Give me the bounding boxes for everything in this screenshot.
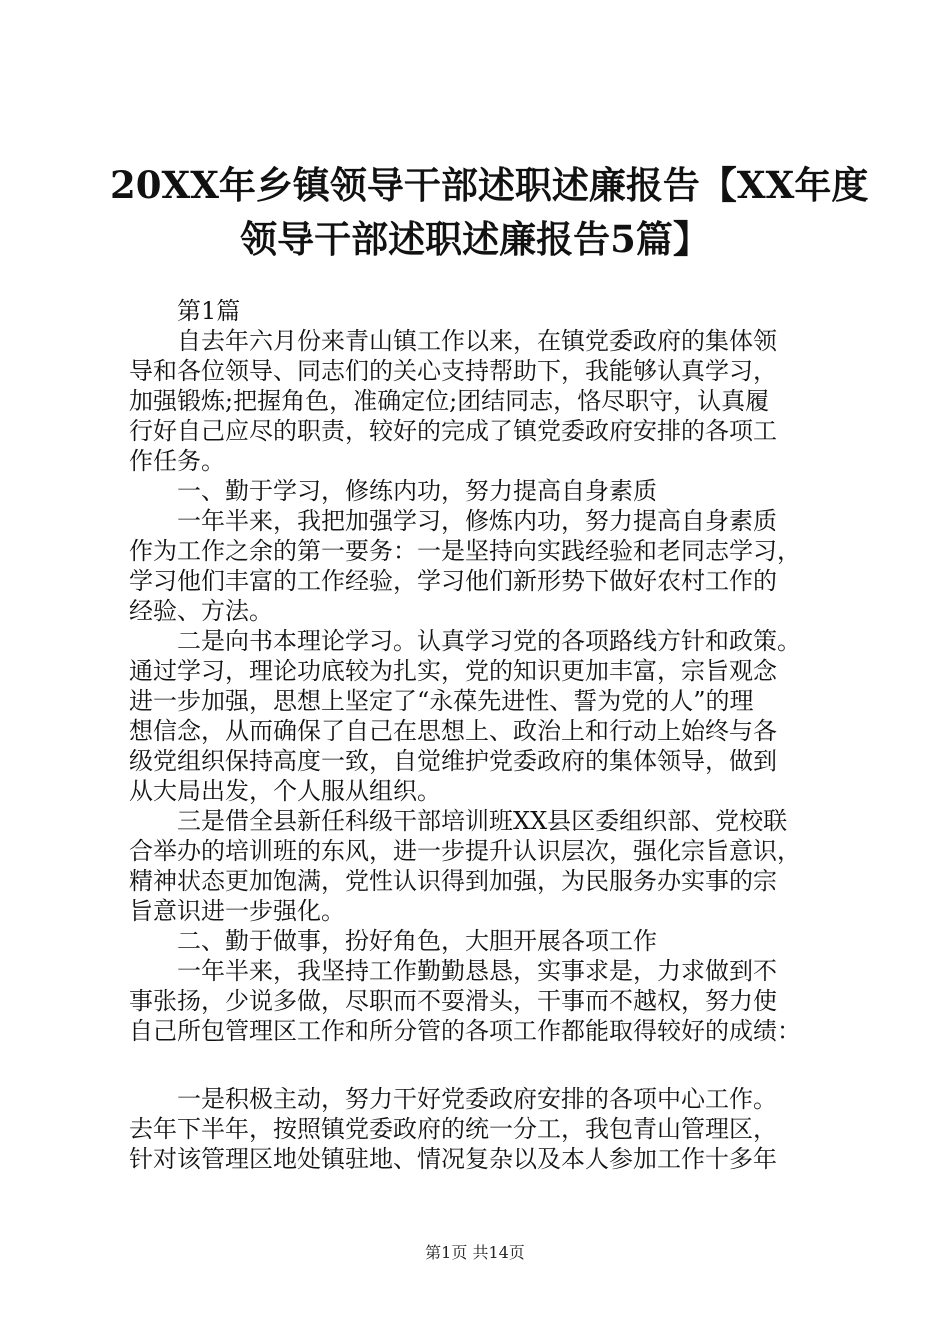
paragraph-line: 导和各位领导、同志们的关心支持帮助下，我能够认真学习， bbox=[129, 357, 777, 385]
paragraph-line: 旨意识进一步强化。 bbox=[129, 897, 345, 925]
paragraph-line: 二是向书本理论学习。认真学习党的各项路线方针和政策。 bbox=[129, 627, 801, 655]
paragraph-line: 合举办的培训班的东风，进一步提升认识层次，强化宗旨意识， bbox=[129, 837, 801, 865]
page-footer: 第1页 共14页 bbox=[425, 1243, 525, 1262]
paragraph-line: 想信念，从而确保了自己在思想上、政治上和行动上始终与各 bbox=[129, 717, 777, 745]
paragraph-line: 一年半来，我坚持工作勤勤恳恳，实事求是，力求做到不 bbox=[129, 957, 777, 985]
paragraph-line: 自去年六月份来青山镇工作以来，在镇党委政府的集体领 bbox=[129, 327, 777, 355]
paragraph-line: 事张扬，少说多做，尽职而不耍滑头，干事而不越权，努力使 bbox=[129, 987, 777, 1015]
paragraph-line: 作任务。 bbox=[129, 447, 225, 475]
paragraph-line: 一是积极主动，努力干好党委政府安排的各项中心工作。 bbox=[129, 1085, 777, 1113]
paragraph-line: 自己所包管理区工作和所分管的各项工作都能取得较好的成绩： bbox=[129, 1017, 801, 1045]
paragraph-line: 进一步加强，思想上坚定了“永葆先进性、誓为党的人”的理 bbox=[129, 687, 754, 715]
paragraph-line: 精神状态更加饱满，党性认识得到加强，为民服务办实事的宗 bbox=[129, 867, 777, 895]
title-line-1: 20XX年乡镇领导干部述职述廉报告【XX年度 bbox=[110, 163, 869, 207]
paragraph-line: 一、勤于学习，修练内功，努力提高自身素质 bbox=[129, 477, 657, 505]
paragraph-line: 从大局出发，个人服从组织。 bbox=[129, 777, 441, 805]
paragraph-line bbox=[129, 1046, 839, 1084]
paragraph-line: 加强锻炼;把握角色，准确定位;团结同志，恪尽职守，认真履 bbox=[129, 387, 770, 415]
paragraph-line: 一年半来，我把加强学习，修炼内功，努力提高自身素质 bbox=[129, 507, 777, 535]
paragraph-line: 级党组织保持高度一致，自觉维护党委政府的集体领导，做到 bbox=[129, 747, 777, 775]
paragraph-line: 学习他们丰富的工作经验，学习他们新形势下做好农村工作的 bbox=[129, 567, 777, 595]
paragraph-line: 行好自己应尽的职责，较好的完成了镇党委政府安排的各项工 bbox=[129, 417, 777, 445]
paragraph-line: 第1篇 bbox=[129, 297, 241, 325]
paragraph-line: 二、勤于做事，扮好角色，大胆开展各项工作 bbox=[129, 927, 657, 955]
paragraph-line: 作为工作之余的第一要务：一是坚持向实践经验和老同志学习， bbox=[129, 537, 801, 565]
document-body bbox=[129, 296, 839, 1174]
paragraph-line: 三是借全县新任科级干部培训班XX县区委组织部、党校联 bbox=[129, 807, 788, 835]
document-title bbox=[110, 158, 869, 266]
paragraph-line: 通过学习，理论功底较为扎实，党的知识更加丰富，宗旨观念 bbox=[129, 657, 777, 685]
title-line-2: 领导干部述职述廉报告5篇】 bbox=[240, 217, 710, 261]
paragraph-line: 针对该管理区地处镇驻地、情况复杂以及本人参加工作十多年 bbox=[129, 1145, 777, 1173]
paragraph-line: 去年下半年，按照镇党委政府的统一分工，我包青山管理区， bbox=[129, 1115, 777, 1143]
paragraph-line: 经验、方法。 bbox=[129, 597, 273, 625]
